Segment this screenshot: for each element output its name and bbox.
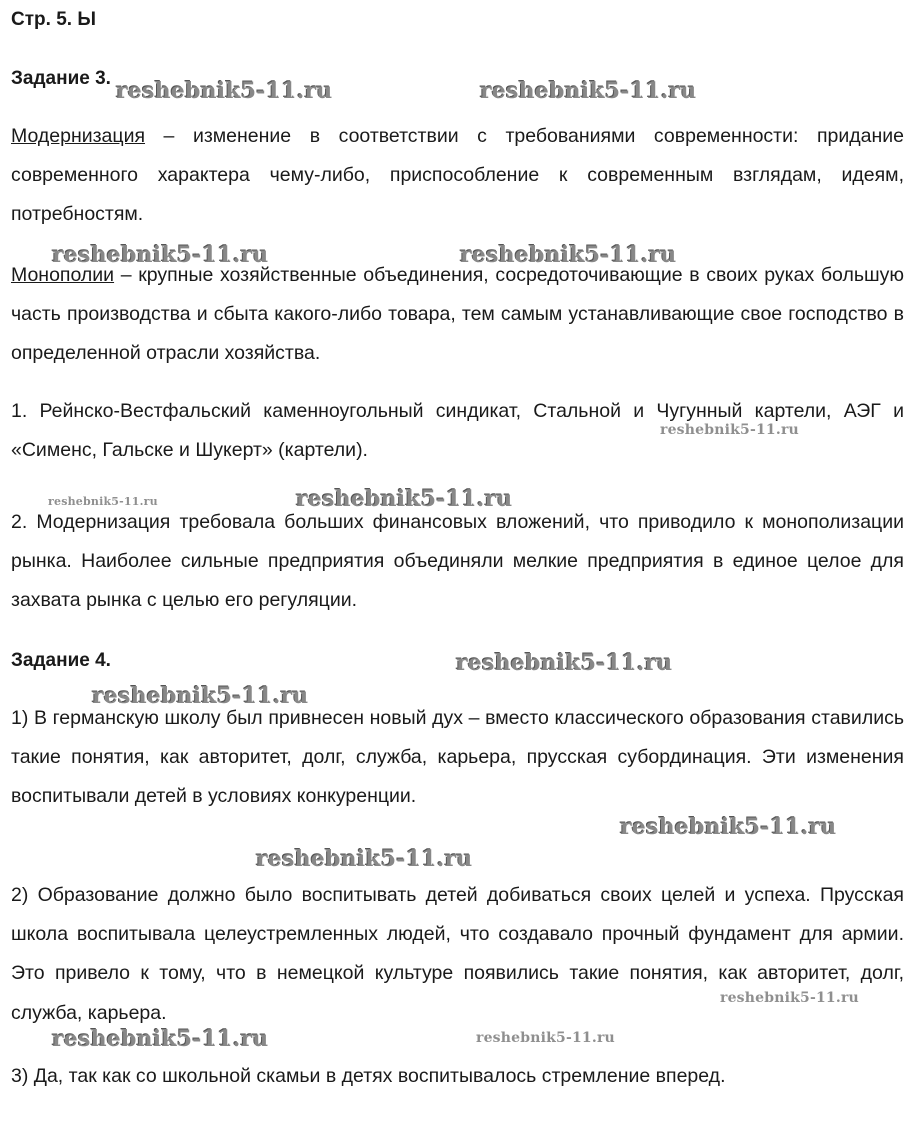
task4-item-1: 1) В германскую школу был привнесен новый дух – вместо классического образования ставились такие понятия, как авторитет, долг, служба, карьера, прусская субординация. Эти изменения воспитывали детей в условиях конкуренции. [11, 707, 904, 808]
watermark: reshebnik5-11.ru [720, 990, 859, 1006]
task4-item-2: 2) Образование должно было воспитывать детей добиваться своих целей и успеха. Прусская школа воспитывала целеустремленных людей, что создавало прочный фундамент для армии. Это привело к тому, что в немецкой культуре появились такие понятия, как авторитет, долг, служба, карьера. [11, 884, 904, 1024]
watermark: reshebnik5-11.ru [620, 814, 837, 840]
watermark: reshebnik5-11.ru [456, 650, 673, 676]
watermark: reshebnik5-11.ru [52, 1026, 269, 1052]
watermark: reshebnik5-11.ru [256, 846, 473, 872]
watermark: reshebnik5-11.ru [92, 683, 309, 709]
definition-text: – изменение в соответствии с требованиями современности: придание современного характера чему-либо, приспособление к современным взглядам, идеям, потребностям. [11, 125, 904, 226]
task4-title: Задание 4. [11, 650, 111, 671]
watermark: reshebnik5-11.ru [48, 495, 158, 508]
task4-item-3: 3) Да, так как со школьной скамьи в детях воспитывалось стремление вперед. [11, 1065, 726, 1087]
watermark: reshebnik5-11.ru [480, 78, 697, 104]
definition-text: – крупные хозяйственные объединения, сосредоточивающие в своих руках большую часть производства и сбыта какого-либо товара, тем самым устанавливающие свое господство в определенной отрасли хозяйства. [11, 264, 904, 365]
watermark: reshebnik5-11.ru [476, 1030, 615, 1046]
task3-item-1: 1. Рейнско-Вестфальский каменноугольный синдикат, Стальной и Чугунный картели, АЭГ и «Сименс, Гальске и Шукерт» (картели). [11, 400, 904, 462]
watermark: reshebnik5-11.ru [52, 242, 269, 268]
page-label: Стр. 5. Ы [11, 9, 96, 30]
task3-definition-monopolies [11, 256, 904, 374]
watermark: reshebnik5-11.ru [296, 486, 513, 512]
watermark: reshebnik5-11.ru [660, 422, 799, 438]
task3-definition-modernization [11, 117, 904, 235]
task3-item-2: 2. Модернизация требовала больших финансовых вложений, что приводило к монополизации рынка. Наиболее сильные предприятия объединяли мелкие предприятия в единое целое для захвата рынка с целью его регуляции. [11, 511, 904, 612]
watermark: reshebnik5-11.ru [116, 78, 333, 104]
term-monopolies: Монополии [11, 264, 115, 286]
task3-title: Задание 3. [11, 68, 111, 89]
term-modernization: Модернизация [11, 125, 146, 147]
watermark: reshebnik5-11.ru [460, 242, 677, 268]
